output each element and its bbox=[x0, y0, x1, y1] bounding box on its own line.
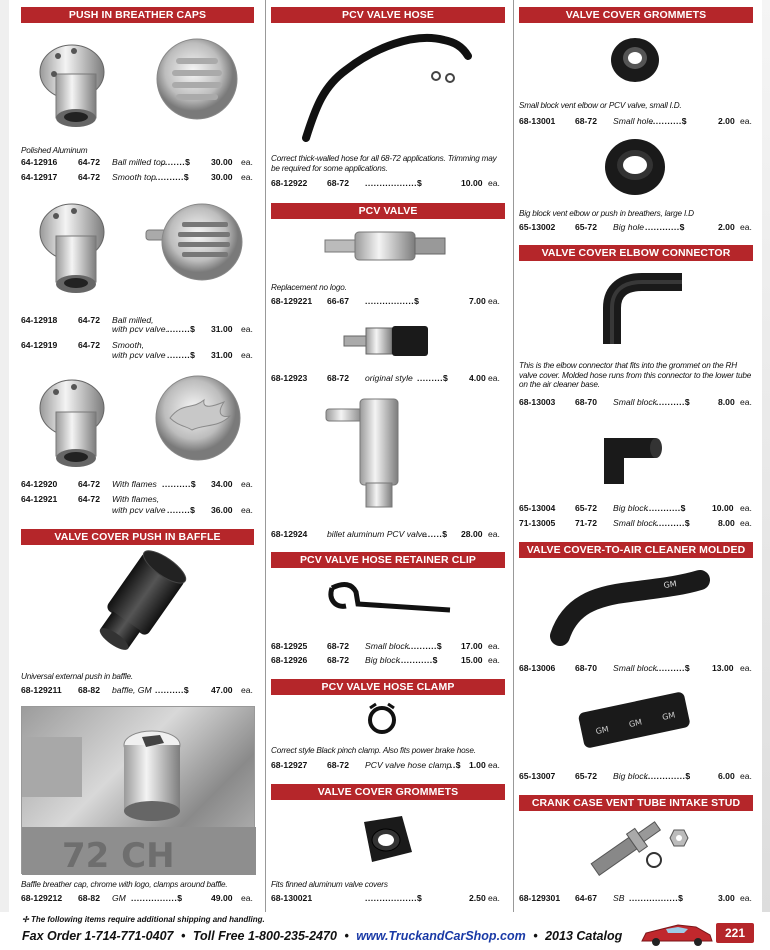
push-in-baffle-image bbox=[84, 550, 204, 660]
baffle-cap-description: Baffle breather cap, chrome with logo, clamps around baffle. bbox=[21, 880, 228, 889]
section-header-hose-clamp: PCV VALVE HOSE CLAMP bbox=[271, 679, 505, 695]
big-grommet-image bbox=[602, 136, 668, 198]
molded-hose-big-image bbox=[574, 684, 694, 754]
section-header-pcv-valve-hose: PCV VALVE HOSE bbox=[271, 7, 505, 23]
svg-text:GM: GM bbox=[663, 579, 678, 590]
retainer-clip-image bbox=[326, 580, 456, 620]
website-link[interactable]: www.TruckandCarShop.com bbox=[356, 929, 526, 943]
elbow-connector-description: This is the elbow connector that fits into the grommet on the RH valve cover. Molded hose runs from this connector to the lower tube on the air cleaner base. bbox=[519, 361, 752, 389]
baffle-description: Universal external push in baffle. bbox=[21, 672, 133, 681]
section-header-pcv-valve: PCV VALVE bbox=[271, 203, 505, 219]
pcv-hose-description: Correct thick-walled hose for all 68-72 applications. Trimming may be required for some applications. bbox=[271, 154, 497, 173]
finned-grommet-description: Fits finned aluminum valve covers bbox=[271, 880, 388, 889]
section-header-push-in-baffle: VALVE COVER PUSH IN BAFFLE bbox=[21, 529, 254, 545]
section-header-valve-cover-grommets: VALVE COVER GROMMETS bbox=[519, 7, 753, 23]
car-logo-icon bbox=[640, 921, 714, 947]
section-header-valve-cover-grommets-2: VALVE COVER GROMMETS bbox=[271, 784, 505, 800]
shipping-note: ✢ The following items require additional shipping and handling. bbox=[22, 915, 265, 924]
contact-line bbox=[22, 929, 622, 943]
column-right: VALVE COVER GROMMETS Small block vent elbow or PCV valve, small I.D. 68-13001 68-72 Small hole ...........$ 2.00 ea. Big block vent elbow or push in breathers, large I.D 65-13002 65-72 Big hole ............$ 2.00 ea. VALVE COVER ELBOW CONNECTOR This is the elbow connector that fits into the grommet on the RH valve cover. Molded hose runs from this connector to the lower tube on the air cleaner base. 68-13003 68-70 Small block ..........$ 8.00 ea. 65-13004 65-72 Big block ............$ 10.00 ea. 71-13005 71-72 Small block ..........$ 8.00 ea. VALVE COVER-TO-AIR CLEANER MOLDED HOSE GM 68-13006 68-70 Small block ..........$ 13.00 ea. GM GM GM 65-13007 65-72 Big block ..............$ 6.00 ea. CRANK CASE VENT TUBE INTAKE STUD 68-129301 64-67 SB .................$ 3.00 ea. bbox=[513, 0, 758, 912]
breather-cap-image bbox=[34, 34, 114, 130]
svg-text:72 CH: 72 CH bbox=[62, 836, 175, 875]
bullet-separator: • bbox=[344, 929, 349, 943]
section-header-elbow-connector: VALVE COVER ELBOW CONNECTOR bbox=[519, 245, 753, 261]
intake-stud-image bbox=[582, 816, 692, 878]
svg-text:GM: GM bbox=[661, 710, 677, 722]
ball-milled-cap-image bbox=[154, 36, 240, 122]
bullet-separator: • bbox=[180, 929, 186, 943]
finned-grommet-image bbox=[356, 812, 416, 866]
bullet-separator: • bbox=[533, 929, 538, 943]
column-middle: PCV VALVE HOSE Correct thick-walled hose for all 68-72 applications. Trimming may be required for some applications. 68-12922 68-72 ..................$ 10.00 ea. PCV VALVE Replacement no logo. 68-129221 66-67 .................$ 7.00 ea. 68-12923 68-72 original style .........$ 4.00 ea. 68-12924 billet aluminum PCV valve .......$ 28.00 ea. PCV VALVE HOSE RETAINER CLIP 68-12925 68-72 Small block ..........$ 17.00 ea. 68-12926 68-72 Big block ............$ 15.00 ea. PCV VALVE HOSE CLAMP Correct style Black pinch clamp. Also fits power brake hose. 68-12927 68-72 PCV valve hose clamp ..$ 1.00 ea. VALVE COVER GROMMETS Fits finned aluminum valve covers 68-130021 ..................$ 2.50 ea. bbox=[265, 0, 510, 912]
column-left: PUSH IN BREATHER CAPS Polished Aluminum 64-12916 64-72 Ball milled top ........$ 30.00 ea. 64-12917 64-72 Smooth top ..........$ 30.00 ea. 64-12918 64-72 Ball milled, with pcv valve. ........$ 31.00 ea. 64-12919 64-72 Smooth, with pcv valve ........$ 31.00 ea. 64-12920 64-72 With flames ..........$ 34.00 ea. 64-12921 64-72 With flames, with pcv valve ........$ 36.00 ea. VALVE COVER PUSH IN BAFFLE Universal external push in baffle. 68-129211 68-82 baffle, GM ..........$ 47.00 ea. 72 CH Baffle breather cap, chrome with logo, clamps around baffle. 68-129212 68-82 GM ................$ 49.00 ea. bbox=[14, 0, 262, 912]
catalog-year: 2013 Catalog bbox=[545, 929, 623, 943]
toll-free: Toll Free 1-800-235-2470 bbox=[192, 929, 337, 943]
plus-icon: ✢ bbox=[22, 915, 31, 924]
pcv-valve-original-image bbox=[342, 322, 432, 360]
page-footer bbox=[0, 913, 770, 950]
molded-hose-small-image bbox=[550, 566, 720, 646]
engine-baffle-photo bbox=[21, 706, 255, 874]
breather-cap-image-3 bbox=[32, 372, 114, 468]
pcv-valve-image bbox=[321, 226, 457, 266]
fax-order: Fax Order 1-714-771-0407 bbox=[22, 929, 174, 943]
hose-clamp-description: Correct style Black pinch clamp. Also fits power brake hose. bbox=[271, 746, 476, 755]
page-number: 221 bbox=[716, 923, 754, 943]
hose-clamp-image bbox=[362, 700, 402, 736]
small-grommet-description: Small block vent elbow or PCV valve, small I.D. bbox=[519, 101, 682, 110]
section-header-push-in-breather-caps: PUSH IN BREATHER CAPS bbox=[21, 7, 254, 23]
section-header-molded-hose: VALVE COVER-TO-AIR CLEANER MOLDED HOSE bbox=[519, 542, 753, 558]
small-grommet-image bbox=[608, 34, 662, 86]
svg-text:GM: GM bbox=[628, 717, 643, 730]
big-block-elbow-image bbox=[596, 414, 666, 488]
breather-caps-description: Polished Aluminum bbox=[21, 146, 88, 155]
section-header-retainer-clip: PCV VALVE HOSE RETAINER CLIP bbox=[271, 552, 505, 568]
pcv-hose-image bbox=[294, 26, 484, 146]
svg-text:GM: GM bbox=[594, 724, 610, 737]
right-margin-bar bbox=[762, 0, 770, 912]
elbow-connector-image bbox=[592, 268, 688, 350]
big-grommet-description: Big block vent elbow or push in breathers, large I.D bbox=[519, 209, 694, 218]
flames-cap-image bbox=[152, 372, 244, 464]
ball-milled-pcv-cap-image bbox=[144, 196, 244, 288]
breather-cap-with-pcv-image bbox=[30, 196, 112, 296]
section-header-crank-case-vent: CRANK CASE VENT TUBE INTAKE STUD bbox=[519, 795, 753, 811]
left-margin-bar bbox=[0, 0, 9, 912]
pcv-valve-description: Replacement no logo. bbox=[271, 283, 347, 292]
billet-pcv-valve-image bbox=[324, 395, 414, 513]
